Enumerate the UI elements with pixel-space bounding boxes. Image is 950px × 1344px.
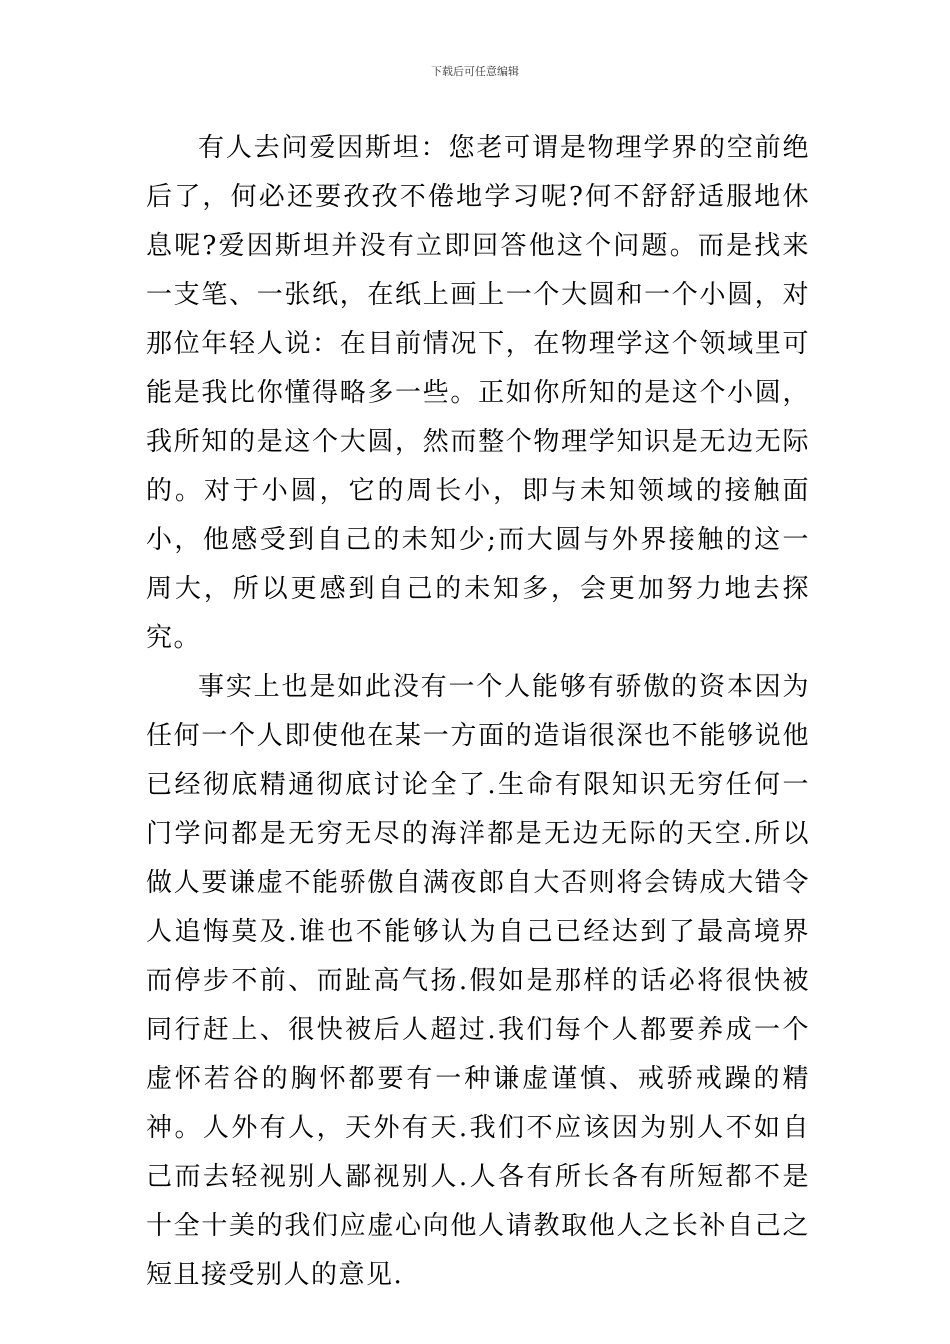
paragraph-humility: 事实上也是如此没有一个人能够有骄傲的资本因为任何一个人即使他在某一方面的造诣很深也不能够说他已经彻底精通彻底讨论全了.生命有限知识无穷任何一门学问都是无穷无尽的海洋都是无边无际的天空.所以做人要谦虚不能骄傲自满夜郎自大否则将会铸成大错令人追悔莫及.谁也不能够认为自己已经达到了最高境界而停步不前、而趾高气扬.假如是那样的话必将很快被同行赶上、很快被后人超过.我们每个人都要养成一个虚怀若谷的胸怀都要有一种谦虚谨慎、戒骄戒躁的精神。人外有人，天外有天.我们不应该因为别人不如自己而去轻视别人鄙视别人.人各有所长各有所短都不是十全十美的我们应虚心向他人请教取他人之长补自己之短且接受别人的意见. <box>146 672 810 1290</box>
document-body <box>146 124 810 1300</box>
paragraph-einstein-story: 有人去问爱因斯坦：您老可谓是物理学界的空前绝后了，何必还要孜孜不倦地学习呢?何不舒舒适服地休息呢?爱因斯坦并没有立即回答他这个问题。而是找来一支笔、一张纸，在纸上画上一个大圆和一个小圆，对那位年轻人说：在目前情况下，在物理学这个领域里可能是我比你懂得略多一些。正如你所知的是这个小圆，我所知的是这个大圆，然而整个物理学知识是无边无际的。对于小圆，它的周长小，即与未知领域的接触面小，他感受到自己的未知少;而大圆与外界接触的这一周大，所以更感到自己的未知多，会更加努力地去探究。 <box>146 133 810 653</box>
page-header: 下载后可任意编辑 <box>431 65 519 78</box>
